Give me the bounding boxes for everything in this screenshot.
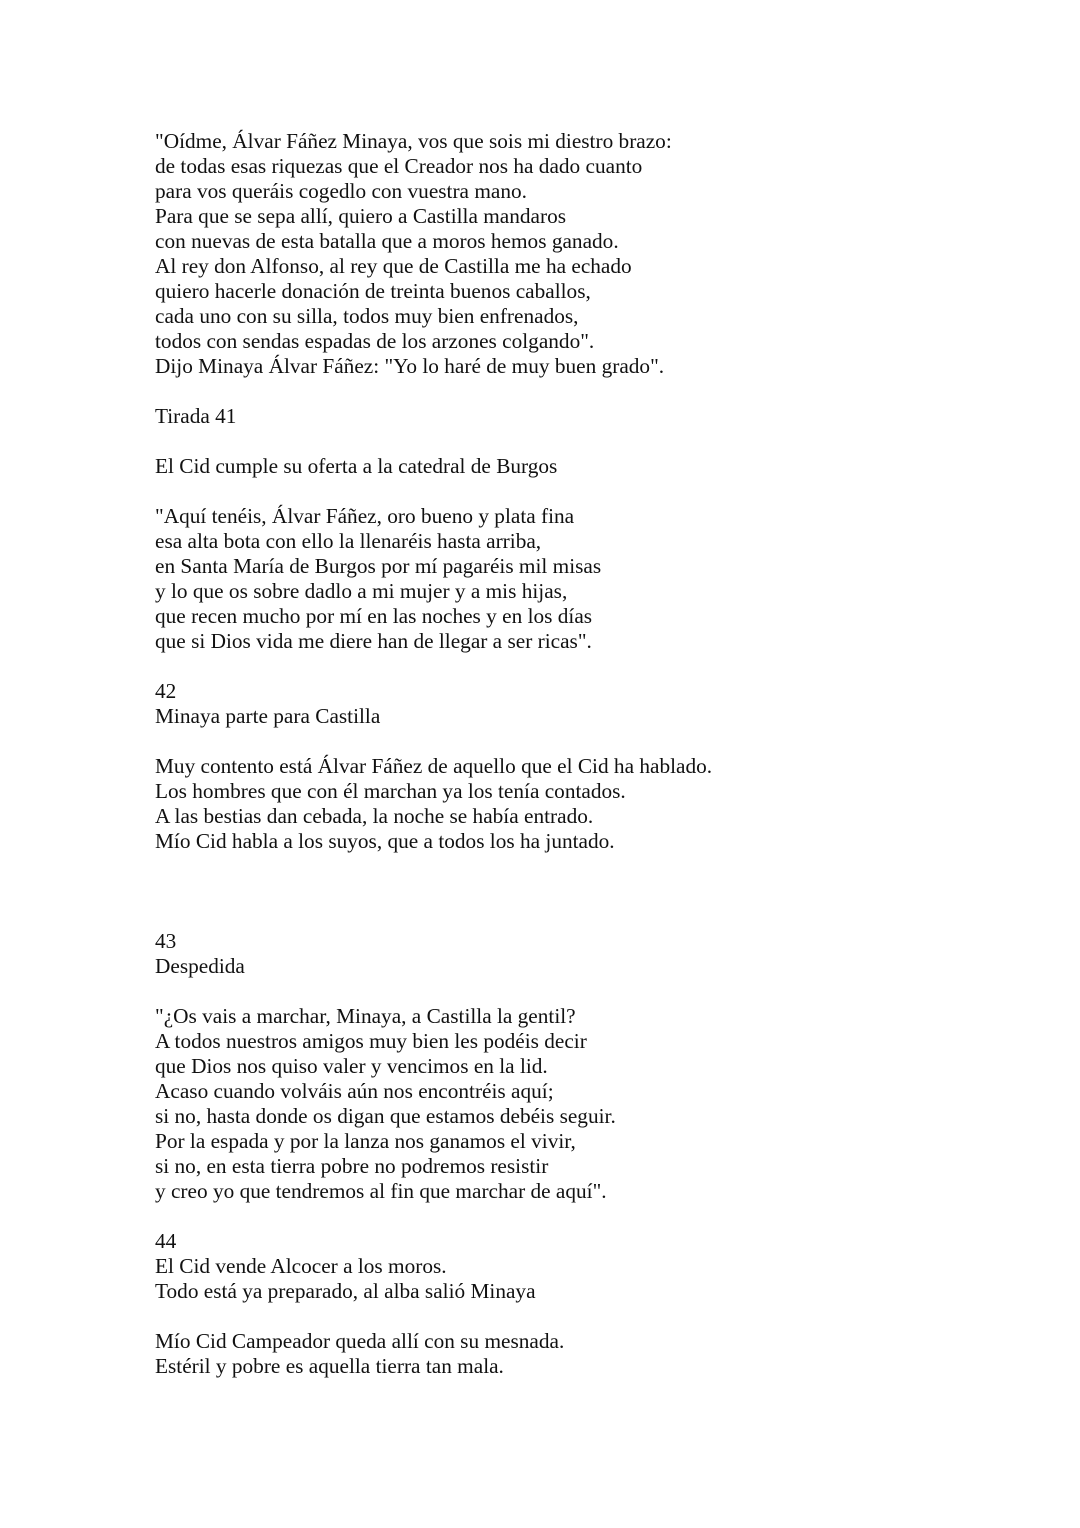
spacer bbox=[155, 429, 1015, 454]
verse-line: esa alta bota con ello la llenaréis hasta arriba, bbox=[155, 529, 542, 553]
spacer bbox=[155, 654, 1015, 679]
verse-line: y creo yo que tendremos al fin que marchar de aquí". bbox=[155, 1179, 607, 1203]
section-heading-tirada-44 bbox=[155, 1229, 1015, 1304]
verse-line: Mío Cid habla a los suyos, que a todos los ha juntado. bbox=[155, 829, 615, 853]
spacer bbox=[155, 1304, 1015, 1329]
verse-line: que si Dios vida me diere han de llegar a ser ricas". bbox=[155, 629, 592, 653]
verse-line: A las bestias dan cebada, la noche se había entrado. bbox=[155, 804, 594, 828]
section-title-tirada-41 bbox=[155, 454, 1015, 479]
verse-line: Mío Cid Campeador queda allí con su mesnada. bbox=[155, 1329, 565, 1353]
verse-line: cada uno con su silla, todos muy bien enfrenados, bbox=[155, 304, 579, 328]
section-title: Minaya parte para Castilla bbox=[155, 704, 381, 728]
verse-line: Por la espada y por la lanza nos ganamos el vivir, bbox=[155, 1129, 576, 1153]
section-title: El Cid vende Alcocer a los moros. bbox=[155, 1254, 447, 1278]
verse-line: Dijo Minaya Álvar Fáñez: "Yo lo haré de muy buen grado". bbox=[155, 354, 665, 378]
verse-block-tirada-41 bbox=[155, 504, 1015, 654]
spacer bbox=[155, 479, 1015, 504]
verse-line: si no, hasta donde os digan que estamos debéis seguir. bbox=[155, 1104, 616, 1128]
section-heading-tirada-41 bbox=[155, 404, 1015, 429]
verse-block-speech-cid-to-minaya bbox=[155, 129, 1015, 379]
verse-line: "¿Os vais a marchar, Minaya, a Castilla la gentil? bbox=[155, 1004, 576, 1028]
verse-line: en Santa María de Burgos por mí pagaréis mil misas bbox=[155, 554, 602, 578]
verse-line: todos con sendas espadas de los arzones colgando". bbox=[155, 329, 595, 353]
verse-line: para vos queráis cogedlo con vuestra mano. bbox=[155, 179, 527, 203]
section-number: 43 bbox=[155, 929, 177, 953]
document-page bbox=[155, 129, 1015, 1379]
section-heading-tirada-43 bbox=[155, 929, 1015, 979]
verse-block-tirada-42 bbox=[155, 754, 1015, 854]
verse-line: que Dios nos quiso valer y vencimos en la lid. bbox=[155, 1054, 548, 1078]
section-number: 42 bbox=[155, 679, 177, 703]
section-heading-tirada-42 bbox=[155, 679, 1015, 729]
verse-line: con nuevas de esta batalla que a moros hemos ganado. bbox=[155, 229, 619, 253]
verse-line: de todas esas riquezas que el Creador nos ha dado cuanto bbox=[155, 154, 643, 178]
verse-line: que recen mucho por mí en las noches y en los días bbox=[155, 604, 593, 628]
verse-line: Los hombres que con él marchan ya los tenía contados. bbox=[155, 779, 626, 803]
verse-line: Para que se sepa allí, quiero a Castilla mandaros bbox=[155, 204, 567, 228]
spacer bbox=[155, 1204, 1015, 1229]
section-number: Tirada 41 bbox=[155, 404, 237, 428]
verse-line: si no, en esta tierra pobre no podremos resistir bbox=[155, 1154, 549, 1178]
verse-line: Acaso cuando volváis aún nos encontréis aquí; bbox=[155, 1079, 554, 1103]
verse-line: "Aquí tenéis, Álvar Fáñez, oro bueno y plata fina bbox=[155, 504, 575, 528]
verse-line: quiero hacerle donación de treinta buenos caballos, bbox=[155, 279, 591, 303]
verse-line: y lo que os sobre dadlo a mi mujer y a mis hijas, bbox=[155, 579, 568, 603]
section-subtitle: Todo está ya preparado, al alba salió Minaya bbox=[155, 1279, 536, 1303]
verse-block-tirada-43 bbox=[155, 1004, 1015, 1204]
verse-line: A todos nuestros amigos muy bien les podéis decir bbox=[155, 1029, 587, 1053]
verse-block-tirada-44 bbox=[155, 1329, 1015, 1379]
section-title: El Cid cumple su oferta a la catedral de Burgos bbox=[155, 454, 558, 478]
verse-line: "Oídme, Álvar Fáñez Minaya, vos que sois mi diestro brazo: bbox=[155, 129, 672, 153]
section-number: 44 bbox=[155, 1229, 177, 1253]
spacer bbox=[155, 979, 1015, 1004]
spacer bbox=[155, 854, 1015, 929]
spacer bbox=[155, 729, 1015, 754]
verse-line: Al rey don Alfonso, al rey que de Castilla me ha echado bbox=[155, 254, 632, 278]
spacer bbox=[155, 379, 1015, 404]
section-title: Despedida bbox=[155, 954, 245, 978]
verse-line: Estéril y pobre es aquella tierra tan mala. bbox=[155, 1354, 504, 1378]
verse-line: Muy contento está Álvar Fáñez de aquello que el Cid ha hablado. bbox=[155, 754, 713, 778]
